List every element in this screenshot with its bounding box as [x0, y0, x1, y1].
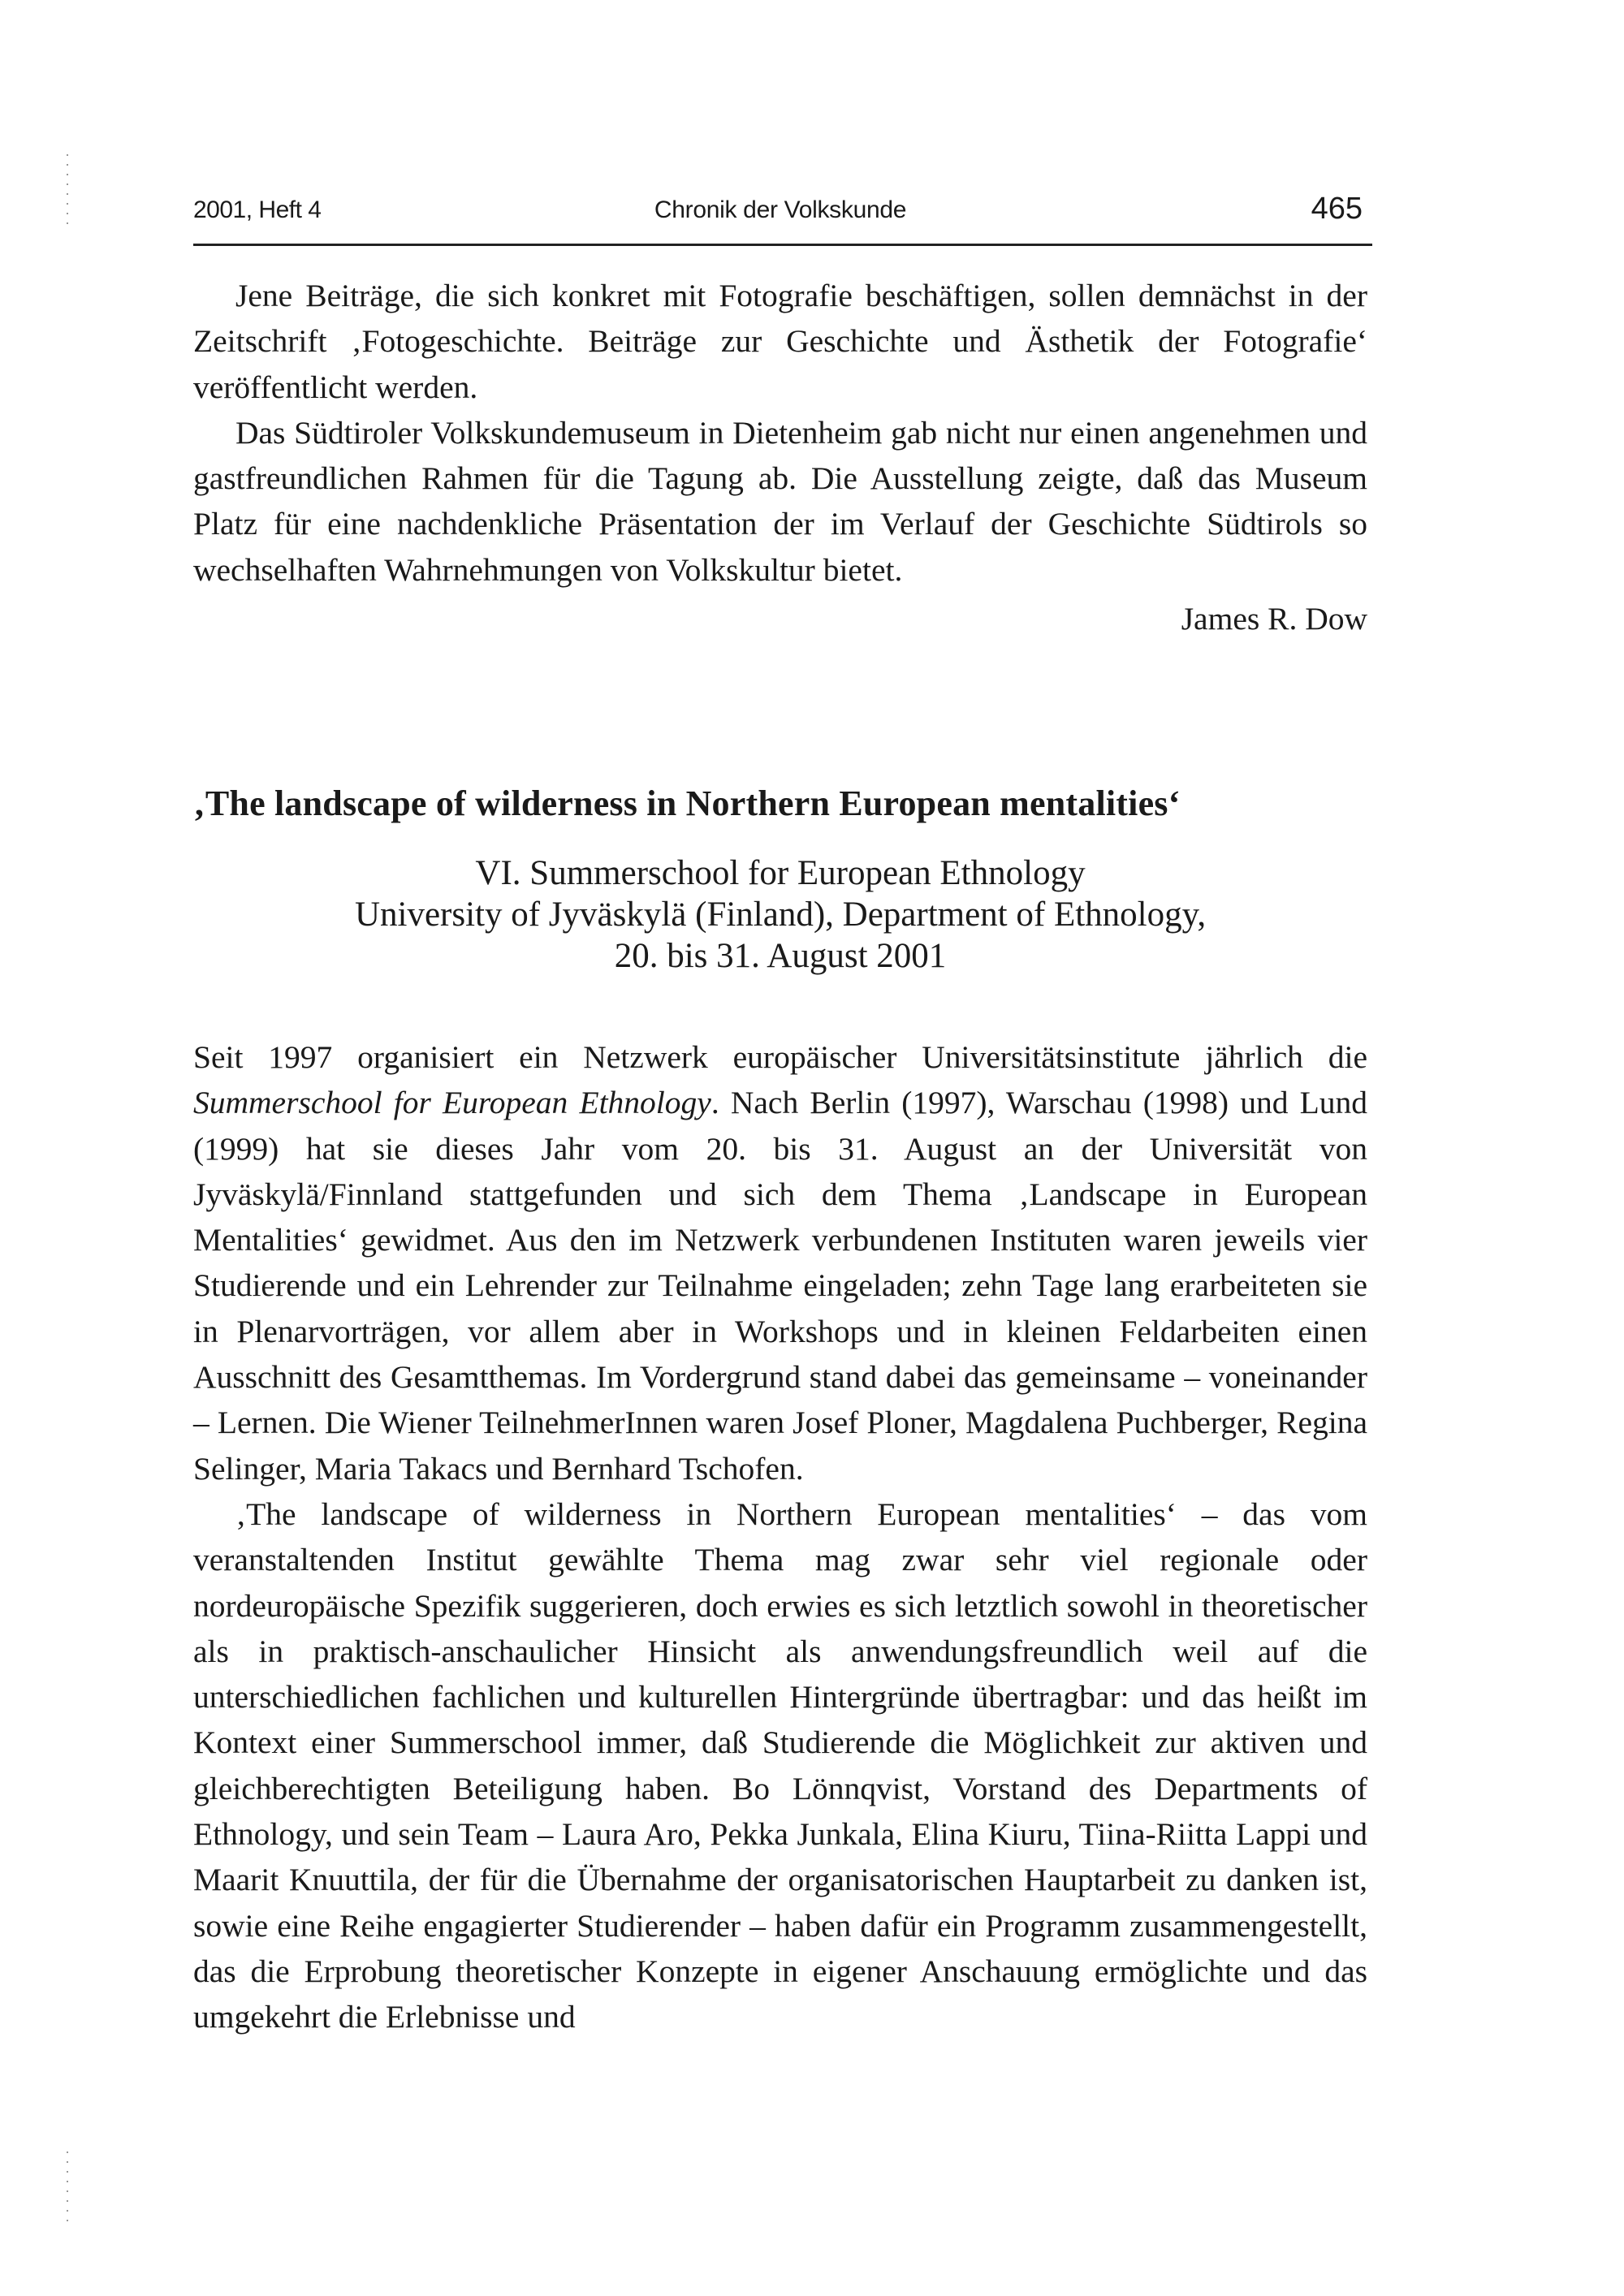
article-body [193, 1034, 1367, 2040]
article-subtitle [193, 852, 1367, 977]
subtitle-line: 20. bis 31. August 2001 [614, 937, 947, 975]
author-signature: James R. Dow [1181, 601, 1367, 637]
subtitle-line: VI. Summerschool for European Ethnology [475, 854, 1086, 892]
subtitle-line: University of Jyväskylä (Finland), Department of Ethnology, [354, 896, 1207, 934]
paragraph: Jene Beiträge, die sich konkret mit Fotografie beschäftigen, sollen demnächst in der Zeitschrift ‚Fotogeschichte. Beiträge zur Geschichte und Ästhetik der Fotografie‘ veröffentlicht werden. [193, 278, 1367, 405]
journal-issue: 2001, Heft 4 [193, 196, 322, 223]
journal-section-title: Chronik der Volkskunde [654, 196, 907, 223]
paragraph: ‚The landscape of wilderness in Northern European mentalities‘ – das vom veranstaltenden Institut gewählte Thema mag zwar sehr viel regionale oder nordeuropäische Spezifik suggerieren, doch erwies es sich letztlich sowohl in theoretischer als in praktisch-anschaulicher Hinsicht als anwendungsfreundlich weil auf die unterschiedlichen fachlichen und kulturellen Hintergründe übertragbar: und das heißt im Kontext einer Summerschool immer, daß Studierende die Möglichkeit zur aktiven und gleichberechtigten Beteiligung haben. Bo Lönnqvist, Vorstand des Departments of Ethnology, und sein Team – Laura Aro, Pekka Junkala, Elina Kiuru, Tiina-Riitta Lappi und Maarit Knuuttila, der für die Übernahme der organisatorischen Hauptarbeit zu danken ist, sowie eine Reihe engagierter Studierender – haben dafür ein Programm zusammengestellt, das die Erprobung theoretischer Konzepte in eigener Anschauung ermöglichte und das umgekehrt die Erlebnisse und [193, 1495, 1367, 2035]
page-number: 465 [1311, 192, 1363, 226]
previous-report-ending [193, 273, 1367, 641]
article-title: ‚The landscape of wilderness in Northern European mentalities‘ [193, 783, 1181, 823]
paragraph-text: . Nach Berlin (1997), Warschau (1998) und Lund (1999) hat sie dieses Jahr vom 20. bis 31. August an der Universität von Jyväskylä/Finnland stattgefunden und sich dem Thema ‚Landscape in European Mentalities‘ gewidmet. Aus den im Netzwerk verbundenen Instituten waren jeweils vier Studierende und ein Lehrender zur Teilnahme eingeladen; zehn Tage lang erarbeiteten sie in Plenarvorträgen, vor allem aber in Workshops und in kleinen Feldarbeiten einen Ausschnitt des Gesamtthemas. Im Vordergrund stand dabei das gemeinsame – voneinander – Lernen. Die Wiener TeilnehmerInnen waren Josef Ploner, Magdalena Puchberger, Regina Selinger, Maria Takacs und Bernhard Tschofen. [193, 1085, 1368, 1487]
scan-margin-marks [67, 154, 68, 232]
paragraph: Das Südtiroler Volkskundemuseum in Dietenheim gab nicht nur einen angenehmen und gastfreundlichen Rahmen für die Tagung ab. Die Ausstellung zeigte, daß das Museum Platz für eine nachdenkliche Präsentation der im Verlauf der Geschichte Südtirols so wechselhaften Wahrnehmungen von Volkskultur bietet. [193, 414, 1367, 588]
running-head [193, 192, 1367, 237]
paragraph-text: Seit 1997 organisiert ein Netzwerk europäischer Universitätsinstitute jährlich die [193, 1039, 1367, 1075]
scan-margin-marks-bottom [67, 2151, 68, 2229]
document-page [193, 192, 1368, 2035]
italic-title: Summerschool for European Ethnology [193, 1085, 711, 1121]
header-rule [193, 244, 1372, 246]
paragraph [193, 1034, 1367, 1491]
